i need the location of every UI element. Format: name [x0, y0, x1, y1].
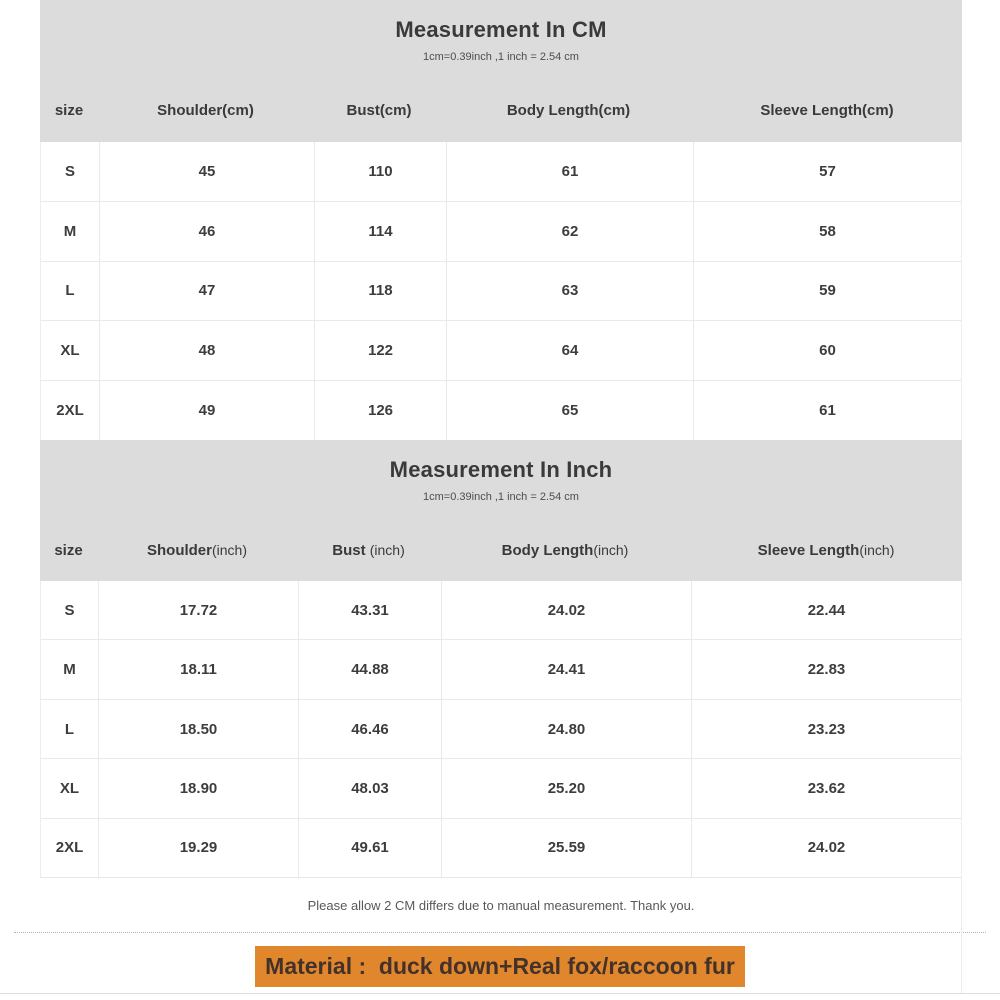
table-row [41, 818, 961, 877]
table-cell: 24.80 [441, 700, 691, 758]
material-label: Material : duck down+Real fox/raccoon fur [255, 946, 745, 987]
table-cell: 63 [446, 262, 693, 321]
table-cell: 62 [446, 202, 693, 261]
table-cell: 25.20 [441, 759, 691, 817]
table-cell: 17.72 [98, 581, 298, 639]
table-cell: 61 [693, 381, 961, 440]
table-cell: 122 [314, 321, 446, 380]
inch-section-title: Measurement In Inch [389, 457, 613, 482]
table-cell: 43.31 [298, 581, 441, 639]
size-cell: S [64, 162, 75, 180]
size-cell: S [64, 601, 75, 619]
table-cell: 48.03 [298, 759, 441, 817]
size-cell: L [64, 720, 75, 738]
table-cell: 57 [693, 142, 961, 201]
table-cell: 18.11 [98, 640, 298, 698]
column-header-body-length: Body Length (inch) [501, 541, 629, 559]
table-cell: 48 [99, 321, 314, 380]
size-cell: 2XL [56, 402, 84, 420]
size-cell: M [63, 661, 76, 679]
cm-section-title: Measurement In CM [395, 17, 607, 42]
table-cell: 24.02 [441, 581, 691, 639]
table-cell: 45 [99, 142, 314, 201]
size-cell: M [63, 222, 77, 240]
tolerance-note: Please allow 2 CM differs due to manual measurement. Thank you. [307, 898, 695, 913]
table-cell: 60 [693, 321, 961, 380]
table-cell: 126 [314, 381, 446, 440]
column-header-sleeve-length: Sleeve Length(cm) [760, 101, 894, 119]
table-cell: 110 [314, 142, 446, 201]
table-cell: 47 [99, 262, 314, 321]
size-cell: XL [60, 342, 80, 360]
size-cell: 2XL [55, 839, 84, 857]
cm-table-header-row [40, 88, 962, 132]
table-cell: 25.59 [441, 819, 691, 877]
inch-table-header-row [40, 528, 962, 572]
cm-conversion-note: 1cm=0.39inch ,1 inch = 2.54 cm [423, 51, 579, 63]
column-header-sleeve-length: Sleeve Length (inch) [757, 541, 895, 559]
table-row [41, 380, 961, 440]
table-cell: 65 [446, 381, 693, 440]
table-cell: 46.46 [298, 700, 441, 758]
inch-table-body [40, 581, 962, 877]
inch-conversion-note: 1cm=0.39inch ,1 inch = 2.54 cm [423, 491, 579, 503]
inch-measurement-section [40, 440, 962, 877]
table-cell: 24.02 [691, 819, 961, 877]
tolerance-note-strip [40, 877, 962, 933]
table-row [41, 581, 961, 639]
table-cell: 44.88 [298, 640, 441, 698]
column-header-bust: Bust (inch) [332, 541, 405, 559]
cm-measurement-section [40, 0, 962, 440]
table-cell: 18.90 [98, 759, 298, 817]
cm-table-body [40, 142, 962, 440]
size-cell: XL [59, 779, 80, 797]
table-row [41, 758, 961, 817]
column-header-body-length: Body Length(cm) [506, 101, 631, 119]
table-cell: 24.41 [441, 640, 691, 698]
column-header-bust: Bust(cm) [346, 101, 412, 119]
table-cell: 18.50 [98, 700, 298, 758]
table-cell: 49 [99, 381, 314, 440]
bottom-border-line [0, 993, 1000, 994]
table-cell: 23.23 [691, 700, 961, 758]
column-header-shoulder: Shoulder (inch) [146, 541, 248, 559]
table-cell: 19.29 [98, 819, 298, 877]
right-hairline-divider [961, 877, 962, 993]
dotted-divider [14, 932, 986, 933]
table-cell: 61 [446, 142, 693, 201]
column-header-size: size [54, 541, 83, 559]
cm-section-header [40, 0, 962, 142]
table-row [41, 699, 961, 758]
inch-section-header [40, 440, 962, 581]
table-row [41, 142, 961, 201]
column-header-shoulder: Shoulder(cm) [157, 101, 254, 119]
size-cell: L [65, 282, 75, 300]
table-cell: 22.44 [691, 581, 961, 639]
column-header-size: size [54, 101, 84, 119]
table-cell: 118 [314, 262, 446, 321]
table-cell: 49.61 [298, 819, 441, 877]
table-cell: 64 [446, 321, 693, 380]
table-cell: 23.62 [691, 759, 961, 817]
table-cell: 58 [693, 202, 961, 261]
table-row [41, 639, 961, 698]
material-row [0, 946, 1000, 987]
table-cell: 46 [99, 202, 314, 261]
size-chart-content [40, 0, 962, 933]
table-cell: 114 [314, 202, 446, 261]
table-cell: 22.83 [691, 640, 961, 698]
table-row [41, 320, 961, 380]
table-cell: 59 [693, 262, 961, 321]
table-row [41, 201, 961, 261]
table-row [41, 261, 961, 321]
